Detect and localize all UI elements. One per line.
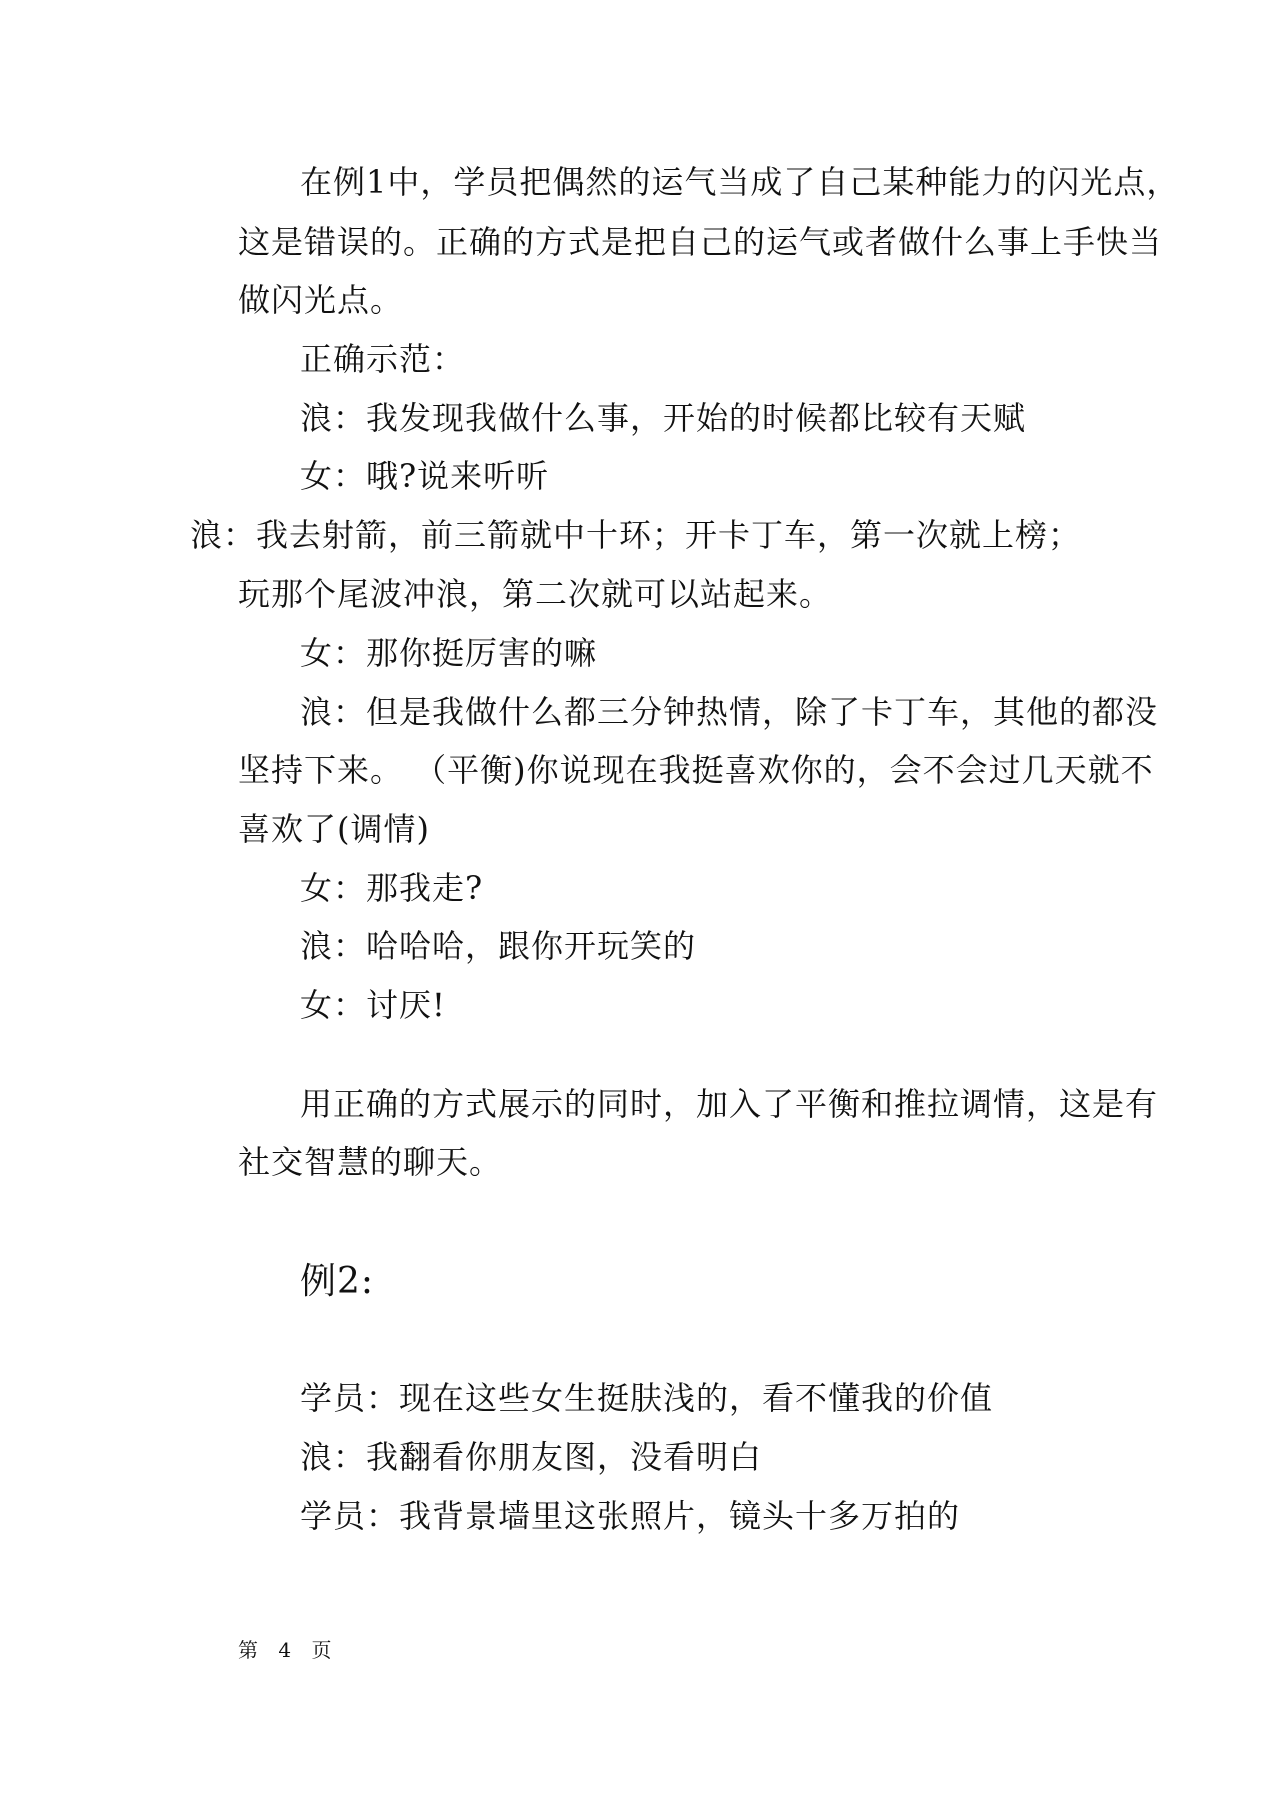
dialogue-1-line-4: 玩那个尾波冲浪，第二次就可以站起来。 [238, 575, 833, 613]
paragraph-1-line-1: 在例1中，学员把偶然的运气当成了自己某种能力的闪光点， [300, 163, 1180, 201]
dialogue-2-line-2: 浪：我翻看你朋友图，没看明白 [300, 1438, 763, 1476]
example-2-heading: 例2: [300, 1261, 375, 1302]
dialogue-1-line-9: 女：那我走? [300, 869, 484, 907]
dialogue-1-line-6: 浪：但是我做什么都三分钟热情，除了卡丁车，其他的都没 [300, 693, 1159, 731]
dialogue-1-line-7: 坚持下来。 （平衡)你说现在我挺喜欢你的，会不会过几天就不 [238, 751, 1154, 789]
correct-demo-label: 正确示范： [300, 340, 466, 378]
dialogue-1-line-8: 喜欢了(调情) [238, 810, 430, 848]
dialogue-1-line-5: 女：那你挺厉害的嘛 [300, 634, 598, 672]
dialogue-2-line-1: 学员：现在这些女生挺肤浅的，看不懂我的价值 [300, 1379, 994, 1417]
page-number-footer: 第 4 页 [238, 1638, 332, 1662]
dialogue-1-line-1: 浪：我发现我做什么事，开始的时候都比较有天赋 [300, 399, 1027, 437]
dialogue-2-line-3: 学员：我背景墙里这张照片，镜头十多万拍的 [300, 1497, 961, 1535]
paragraph-1-line-2: 这是错误的。正确的方式是把自己的运气或者做什么事上手快当 [238, 223, 1163, 261]
dialogue-1-line-10: 浪：哈哈哈，跟你开玩笑的 [300, 927, 697, 965]
dialogue-1-line-11: 女：讨厌! [300, 986, 446, 1024]
paragraph-1-line-3: 做闪光点。 [238, 281, 404, 319]
dialogue-1-line-2: 女：哦?说来听听 [300, 457, 550, 495]
paragraph-2-line-1: 用正确的方式展示的同时，加入了平衡和推拉调情，这是有 [300, 1085, 1159, 1123]
dialogue-1-line-3: 浪：我去射箭，前三箭就中十环；开卡丁车，第一次就上榜； [190, 516, 1082, 554]
paragraph-2-line-2: 社交智慧的聊天。 [238, 1143, 503, 1181]
